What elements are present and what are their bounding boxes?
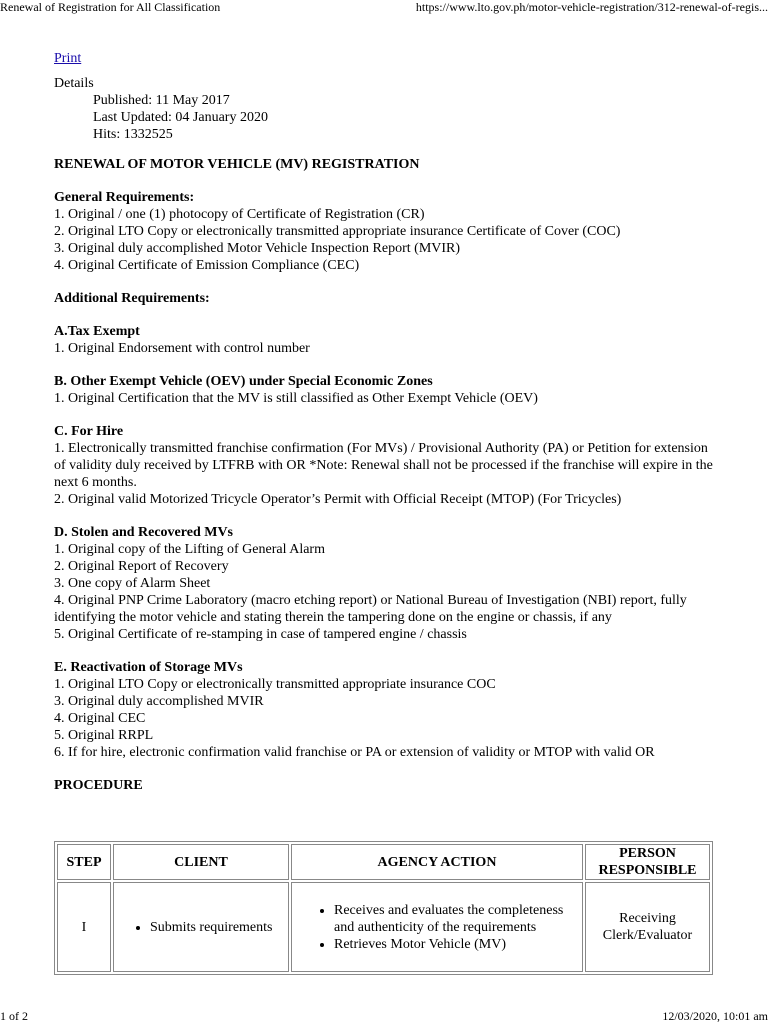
stolen-item: 2. Original Report of Recovery: [54, 559, 229, 574]
general-requirements-heading: General Requirements:: [54, 190, 195, 205]
for-hire-heading: C. For Hire: [54, 424, 124, 439]
client-cell: [113, 882, 289, 972]
storage-reactivation-heading: E. Reactivation of Storage MVs: [54, 660, 243, 675]
stolen-item: 5. Original Certificate of re-stamping in case of tampered engine / chassis: [54, 627, 467, 642]
general-req-item: 2. Original LTO Copy or electronically transmitted appropriate insurance Certificate of Cover (COC): [54, 224, 621, 239]
page-number: 1 of 2: [0, 1009, 28, 1023]
column-header-client: CLIENT: [113, 844, 289, 880]
person-responsible-cell: Receiving Clerk/Evaluator: [585, 882, 710, 972]
storage-item: 1. Original LTO Copy or electronically transmitted appropriate insurance COC: [54, 677, 496, 692]
details-label: Details: [54, 76, 94, 91]
procedure-heading: PROCEDURE: [54, 778, 143, 793]
column-header-step: STEP: [57, 844, 111, 880]
tax-exempt-item: 1. Original Endorsement with control number: [54, 341, 310, 356]
general-req-item: 4. Original Certificate of Emission Compliance (CEC): [54, 258, 360, 273]
storage-item: 5. Original RRPL: [54, 728, 154, 743]
storage-item: 4. Original CEC: [54, 711, 146, 726]
column-header-person-responsible: PERSON RESPONSIBLE: [585, 844, 710, 880]
for-hire-item: 1. Electronically transmitted franchise confirmation (For MVs) / Provisional Authority (PA) or Petition for extension of validity duly received by LTFRB with OR *Note: Renewal shall not be processed if the franchise will expire in the next 6 months.: [54, 441, 713, 490]
stolen-recovered-heading: D. Stolen and Recovered MVs: [54, 525, 234, 540]
article-content: [54, 50, 714, 794]
published-date: Published: 11 May 2017: [93, 93, 230, 108]
for-hire-item: 2. Original valid Motorized Tricycle Operator’s Permit with Official Receipt (MTOP) (For Tricycles): [54, 492, 622, 507]
general-req-item: 1. Original / one (1) photocopy of Certificate of Registration (CR): [54, 207, 425, 222]
oev-item: 1. Original Certification that the MV is still classified as Other Exempt Vehicle (OEV): [54, 391, 538, 406]
storage-item: 6. If for hire, electronic confirmation valid franchise or PA or extension of validity or MTOP with valid OR: [54, 745, 655, 760]
client-action-item: • Submits requirements: [150, 919, 284, 936]
storage-item: 3. Original duly accomplished MVIR: [54, 694, 264, 709]
stolen-item: 1. Original copy of the Lifting of General Alarm: [54, 542, 325, 557]
table-header-row: [57, 844, 710, 880]
procedure-table: [54, 841, 713, 975]
page-title: RENEWAL OF MOTOR VEHICLE (MV) REGISTRATION: [54, 157, 420, 172]
general-req-item: 3. Original duly accomplished Motor Vehicle Inspection Report (MVIR): [54, 241, 461, 256]
step-cell: I: [57, 882, 111, 972]
print-datetime: 12/03/2020, 10:01 am: [662, 1009, 768, 1023]
stolen-item: 4. Original PNP Crime Laboratory (macro etching report) or National Bureau of Investigation (NBI) report, fully identifying the motor vehicle and stating therein the tampering done on the engine or chassis, if any: [54, 593, 687, 625]
agency-action-item: • Receives and evaluates the completeness and authenticity of the requirements: [334, 902, 578, 936]
print-header: [0, 0, 768, 16]
page-url: https://www.lto.gov.ph/motor-vehicle-registration/312-renewal-of-regis...: [415, 0, 768, 14]
oev-heading: B. Other Exempt Vehicle (OEV) under Special Economic Zones: [54, 374, 433, 389]
agency-action-item: • Retrieves Motor Vehicle (MV): [334, 936, 578, 953]
article-details: [54, 75, 714, 143]
table-row: [57, 882, 710, 972]
last-updated-date: Last Updated: 04 January 2020: [93, 110, 268, 125]
additional-requirements-heading: Additional Requirements:: [54, 291, 210, 306]
print-footer: [0, 1008, 768, 1024]
stolen-item: 3. One copy of Alarm Sheet: [54, 576, 211, 591]
agency-action-cell: [291, 882, 583, 972]
hits-count: Hits: 1332525: [93, 127, 173, 142]
document-title: Renewal of Registration for All Classification: [0, 0, 221, 14]
tax-exempt-heading: A.Tax Exempt: [54, 324, 140, 339]
print-link[interactable]: Print: [54, 51, 82, 66]
column-header-agency-action: AGENCY ACTION: [291, 844, 583, 880]
